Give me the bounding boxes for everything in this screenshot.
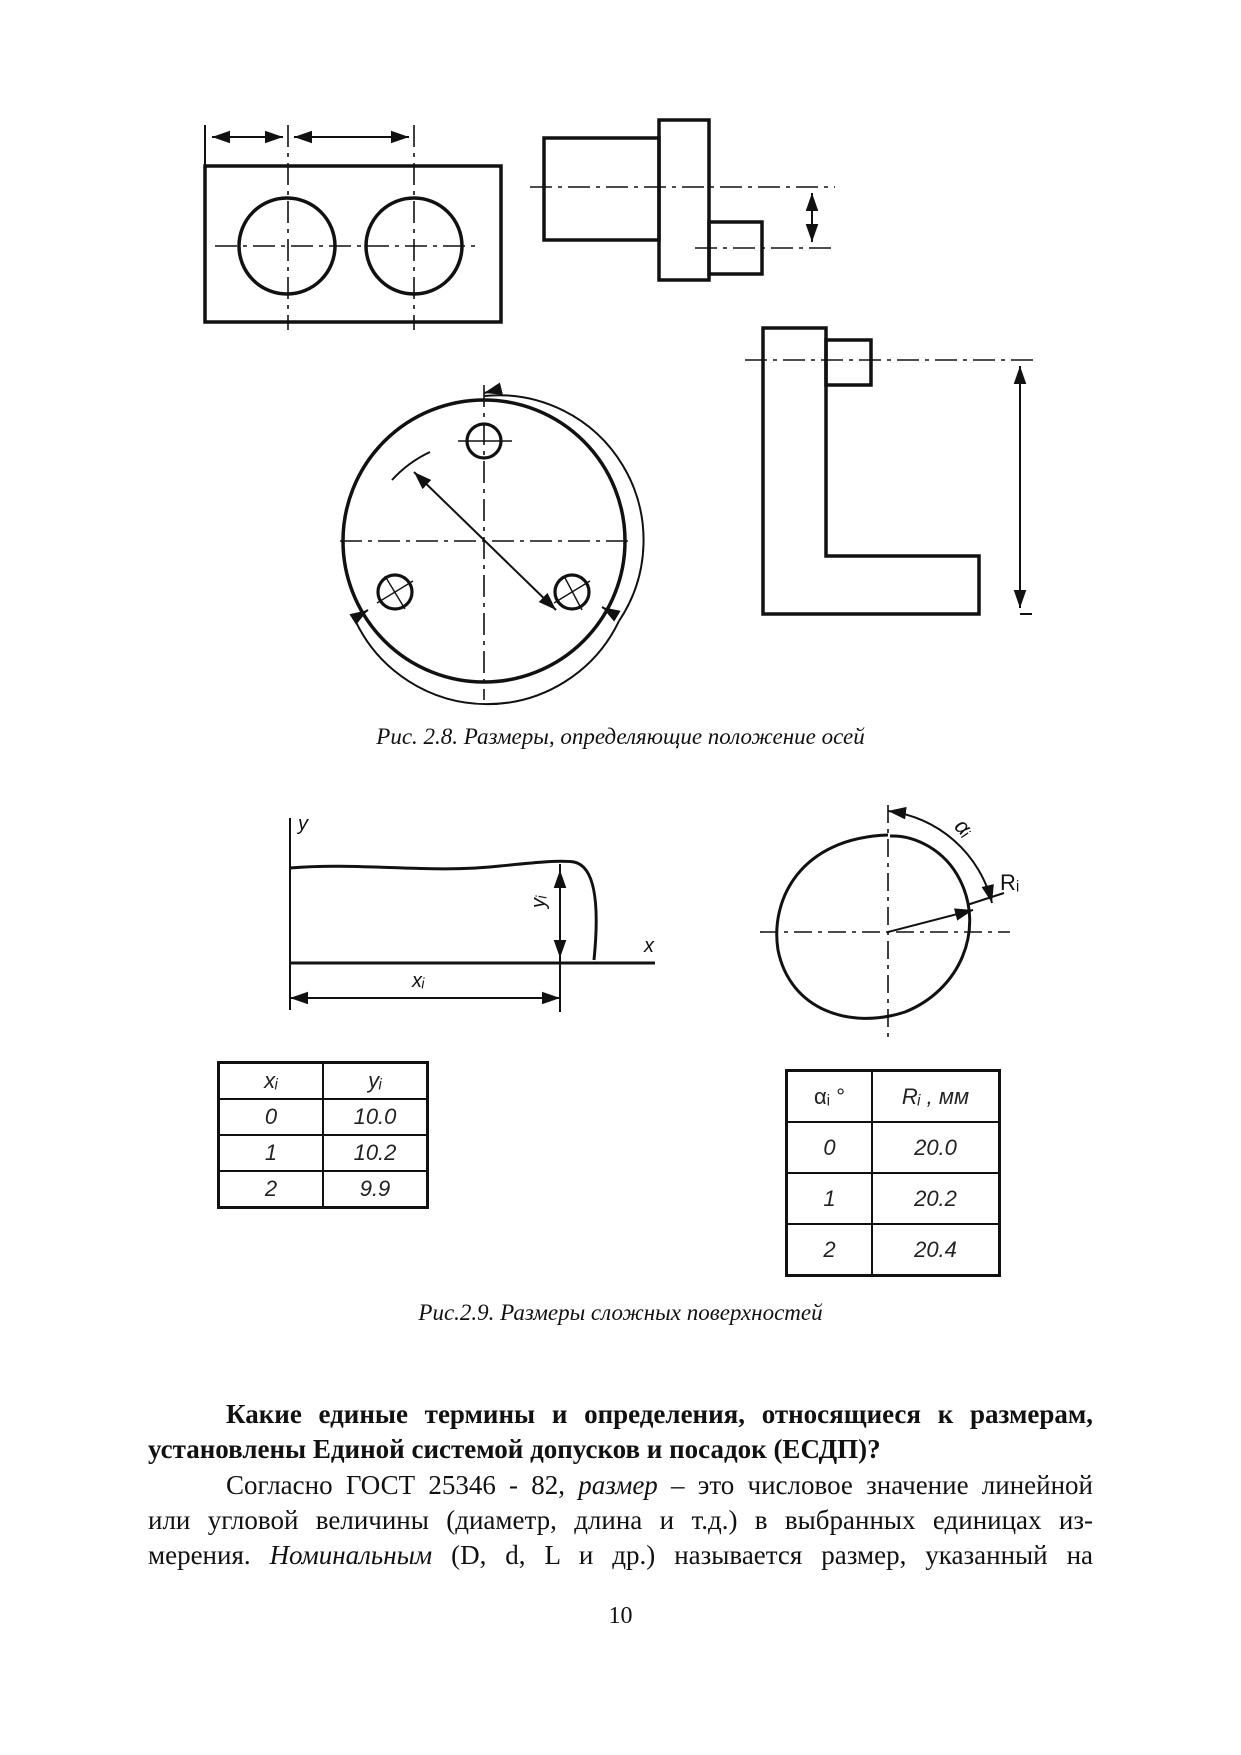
table-header-cell: xᵢ (219, 1063, 324, 1100)
term-nominal: Номинальным (269, 1540, 433, 1570)
x-axis-label: x (644, 935, 654, 957)
table-cell: 10.2 (323, 1135, 428, 1171)
table-cell: 2 (787, 1224, 873, 1276)
section-heading (148, 1397, 1093, 1467)
table-cell: 1 (219, 1135, 324, 1171)
table-cell: 1 (787, 1173, 873, 1224)
heading-line-2: установлены Единой системой допусков и посадок (ЕСДП)? (148, 1434, 881, 1464)
alpha-i-label: αᵢ (949, 813, 979, 842)
table-cell: 9.9 (323, 1171, 428, 1208)
figure-2-9-caption: Рис.2.9. Размеры сложных поверхностей (418, 1300, 823, 1325)
table-header-cell: yᵢ (323, 1063, 428, 1100)
surface-profile-plot (290, 818, 655, 1012)
table-row (219, 1171, 428, 1208)
table-header-row (787, 1071, 1000, 1123)
table-cell: 0 (787, 1122, 873, 1173)
term-size: размер (578, 1470, 658, 1500)
para-line-1-start: Согласно ГОСТ 25346 - 82, (226, 1470, 579, 1500)
coordinates-table (217, 1061, 429, 1209)
polar-radius-plot (760, 805, 1010, 1040)
figure-2-8-caption: Рис. 2.8. Размеры, определяющие положение осей (376, 724, 865, 749)
table-row (787, 1224, 1000, 1276)
table-header-cell: αᵢ ° (787, 1071, 873, 1123)
xi-dimension-label: xᵢ (412, 970, 425, 992)
table-row (787, 1122, 1000, 1173)
table-header-row (219, 1063, 428, 1100)
heading-line-1: Какие единые термины и определения, относящиеся к размерам, (226, 1399, 1093, 1429)
para-line-1-end: – это числовое значение линейной (657, 1470, 1093, 1500)
table-row (219, 1099, 428, 1135)
polar-table (785, 1069, 1001, 1277)
paragraph-line-1 (148, 1468, 1093, 1503)
table-cell: 20.2 (872, 1173, 1000, 1224)
para-line-3-start: мерения. (148, 1540, 270, 1570)
table-cell: 20.0 (872, 1122, 1000, 1173)
y-axis-label: y (298, 813, 308, 835)
table-cell: 20.4 (872, 1224, 1000, 1276)
table-cell: 0 (219, 1099, 324, 1135)
paragraph-line-2: или угловой величины (диаметр, длина и т.д.) в выбранных единицах из- (148, 1505, 1093, 1535)
table-cell: 2 (219, 1171, 324, 1208)
table-row (787, 1173, 1000, 1224)
page-number: 10 (608, 1603, 633, 1629)
yi-dimension-label: yᵢ (528, 895, 550, 908)
table-cell: 10.0 (323, 1099, 428, 1135)
paragraph-line-3 (148, 1538, 1093, 1573)
table-row (219, 1135, 428, 1171)
radius-i-label: Rᵢ (1000, 870, 1020, 895)
table-header-cell: Rᵢ , мм (872, 1071, 1000, 1123)
para-line-3-end: (D, d, L и др.) называется размер, указанный на (432, 1540, 1093, 1570)
